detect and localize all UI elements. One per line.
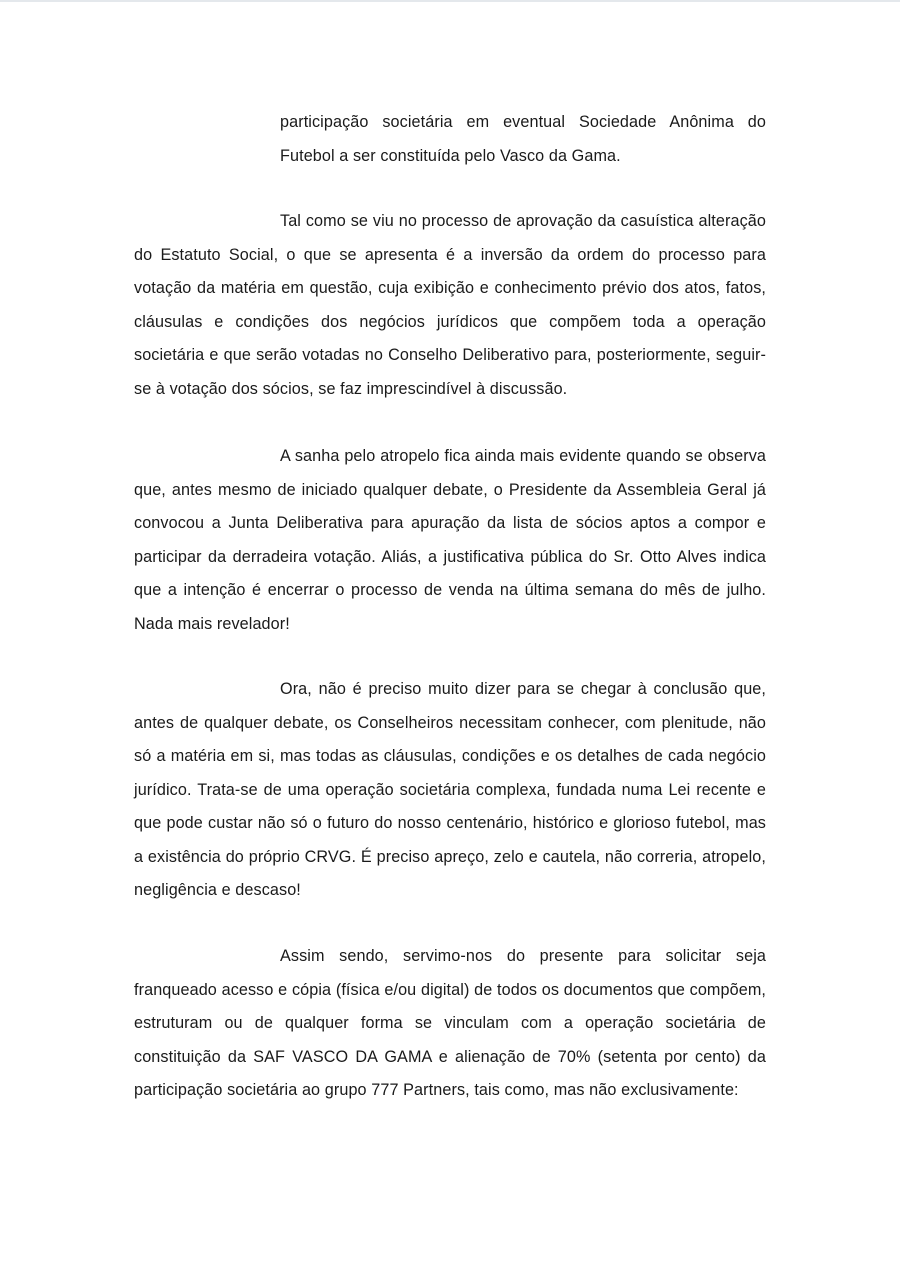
paragraph-2-text: Tal como se viu no processo de aprovação da casuística alteração do Estatuto Social, o que se apresenta é a inversão da ordem do processo para votação da matéria em questão, cuja exibição e conhecimento prévio dos atos, fatos, cláusulas e condições dos negócios jurídicos que compõem toda a operação societária e que serão votadas no Conselho Deliberativo para, posteriormente, seguir-se à votação dos sócios, se faz imprescindível à discussão. [134,212,766,398]
paragraph-4-text: Ora, não é preciso muito dizer para se chegar à conclusão que, antes de qualquer debate, os Conselheiros necessitam conhecer, com plenitude, não só a matéria em si, mas todas as cláusulas, condições e os detalhes de cada negócio jurídico. Trata-se de uma operação societária complexa, fundada numa Lei recente e que pode custar não só o futuro do nosso centenário, histórico e glorioso futebol, mas a existência do próprio CRVG. É preciso apreço, zelo e cautela, não correria, atropelo, negligência e descaso! [134,680,766,899]
paragraph-continuation [280,106,766,173]
page-top-edge [0,0,900,2]
paragraph-5-text: Assim sendo, servimo-nos do presente para solicitar seja franqueado acesso e cópia (física e/ou digital) de todos os documentos que compõem, estruturam ou de qualquer forma se vinculam com a operação societária de constituição da SAF VASCO DA GAMA e alienação de 70% (setenta por cento) da participação societária ao grupo 777 Partners, tais como, mas não exclusivamente: [134,947,766,1099]
paragraph-1-text: participação societária em eventual Sociedade Anônima do Futebol a ser constituída pelo Vasco da Gama. [280,113,766,165]
paragraph-request [134,940,766,1108]
paragraph-haste [134,440,766,641]
paragraph-procedure [134,205,766,406]
paragraph-conclusion [134,673,766,908]
paragraph-3-text: A sanha pelo atropelo fica ainda mais evidente quando se observa que, antes mesmo de iniciado qualquer debate, o Presidente da Assembleia Geral já convocou a Junta Deliberativa para apuração da lista de sócios aptos a compor e participar da derradeira votação. Aliás, a justificativa pública do Sr. Otto Alves indica que a intenção é encerrar o processo de venda na última semana do mês de julho. Nada mais revelador! [134,447,766,633]
